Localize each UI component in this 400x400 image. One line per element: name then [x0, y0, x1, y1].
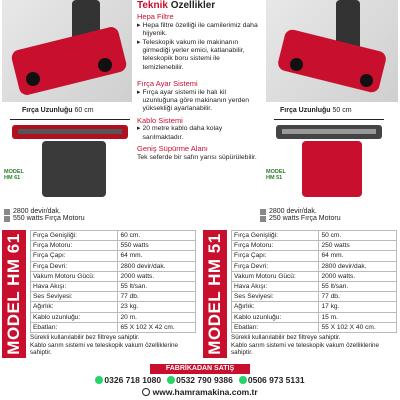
hm51-product-photo	[266, 0, 398, 102]
table-row: Fırça Genişliği: 60 cm.	[31, 231, 196, 241]
feature-bullet: ▸ Hepa filtre özelliği ile camilerimiz daha hijyenik.	[137, 21, 258, 38]
table-row: Fırça Çapı: 64 mm.	[31, 251, 196, 261]
feature-bullet: ▸ Fırça ayar sistemi ile halı kil uzunluğuna göre makinanın yerden yüksekliği ayarlanabilir.	[137, 88, 250, 113]
hm51-spec-table	[231, 230, 397, 333]
whatsapp-icon	[95, 376, 103, 384]
brush-length-label: Fırça Uzunluğu 60 cm	[22, 107, 94, 114]
phone-number[interactable]: 0506 973 5131	[239, 375, 305, 385]
feature-brush-adjust	[137, 80, 261, 114]
table-row: Fırça Motoru: 250 watts	[232, 241, 397, 251]
table-row: Ses Seviyesi: 77 db.	[232, 292, 397, 302]
phone-list	[0, 375, 400, 385]
hm61-quick-specs: 2800 devir/dak. 550 watts Fırça Motoru	[4, 208, 138, 222]
hm51-quick-specs: 2800 devir/dak. 250 watts Fırça Motoru	[260, 208, 398, 222]
hm61-model-banner: MODEL HM 61	[2, 230, 26, 358]
hm51-brush-diagram	[264, 103, 398, 207]
model-badge: MODEL HM 61	[4, 169, 24, 181]
table-row: Fırça Çapı: 64 mm.	[232, 251, 397, 261]
website-link[interactable]: www.hamramakina.com.tr	[0, 387, 400, 397]
feature-heading: Kablo Sistemi	[137, 115, 183, 125]
feature-hepa	[137, 13, 261, 72]
table-row: Hava Akışı: 55 lt/san.	[232, 281, 397, 291]
table-row: Vakum Motoru Gücü: 2000 watts.	[31, 271, 196, 281]
page-title	[137, 2, 261, 10]
table-row: Fırça Motoru: 550 watts	[31, 241, 196, 251]
feature-heading: Fırça Ayar Sistemi	[137, 79, 198, 89]
table-row: Fırça Devri: 2800 devir/dak.	[31, 261, 196, 271]
whatsapp-icon	[239, 376, 247, 384]
table-row: Hava Akışı: 55 lt/san.	[31, 281, 196, 291]
hm61-brush-diagram	[2, 103, 136, 207]
table-row: Ses Seviyesi: 77 db.	[31, 292, 196, 302]
table-row: Kablo uzunluğu: 15 m.	[232, 312, 397, 322]
machine-rear	[302, 141, 362, 197]
factory-sale-banner: FABRİKADAN SATIŞ	[150, 364, 250, 374]
table-row: Fırça Devri: 2800 devir/dak.	[232, 261, 397, 271]
feature-text: Tek seferde bir safın yarısı süpürülebilir.	[137, 153, 257, 161]
table-row: Ebatları: 65 X 102 X 42 cm.	[31, 322, 196, 332]
machine-rear	[42, 141, 106, 197]
table-row: Ebatları: 55 X 102 X 40 cm.	[232, 322, 397, 332]
brush-length-label: Fırça Uzunluğu 50 cm	[280, 107, 352, 114]
table-row: Kablo uzunluğu: 20 m.	[31, 312, 196, 322]
dimension-arrow	[274, 119, 384, 120]
features-column	[137, 2, 261, 162]
table-row: Fırça Genişliği: 50 cm.	[232, 231, 397, 241]
feature-wide-area	[137, 145, 261, 162]
hm51-model-banner: MODEL HM 51	[203, 230, 227, 358]
table-row: Vakum Motoru Gücü: 2000 watts.	[232, 271, 397, 281]
hm61-notes: Sürekli kullanılabilir bez filtreye sahiptir. Kablo sarım sistemi ve teleskopik vakum özelliklerine sahiptir.	[30, 334, 179, 357]
hm61-spec-table	[30, 230, 196, 333]
whatsapp-icon	[167, 376, 175, 384]
globe-icon	[142, 388, 150, 396]
hm61-product-photo	[2, 0, 132, 102]
feature-bullet: ▸ 20 metre kablo daha kolay sarılmaktadır.	[137, 125, 223, 141]
title-accent: Teknik	[137, 0, 168, 11]
hm51-notes: Sürekli kullanılabilir bez filtreye sahiptir. Kablo sarım sistemi ve teleskopik vakum özelliklerine sahiptir.	[231, 334, 380, 357]
model-badge: MODEL HM 51	[266, 169, 286, 181]
phone-number[interactable]: 0532 790 9386	[167, 375, 233, 385]
feature-bullet: ▸ Teleskopik vakum ile makinanın girmediği yerler emici, katlanabilir, teleskopik boru sistemi ile temizlenebilir.	[137, 38, 245, 71]
feature-cable	[137, 117, 261, 142]
title-rest: Özellikler	[167, 0, 216, 11]
table-row: Ağırlık: 17 kg.	[232, 302, 397, 312]
table-row: Ağırlık: 23 kg.	[31, 302, 196, 312]
feature-heading: Geniş Süpürme Alanı	[137, 144, 208, 154]
feature-heading: Hepa Filtre	[137, 12, 174, 22]
dimension-arrow	[10, 119, 130, 120]
phone-number[interactable]: 0326 718 1080	[95, 375, 161, 385]
